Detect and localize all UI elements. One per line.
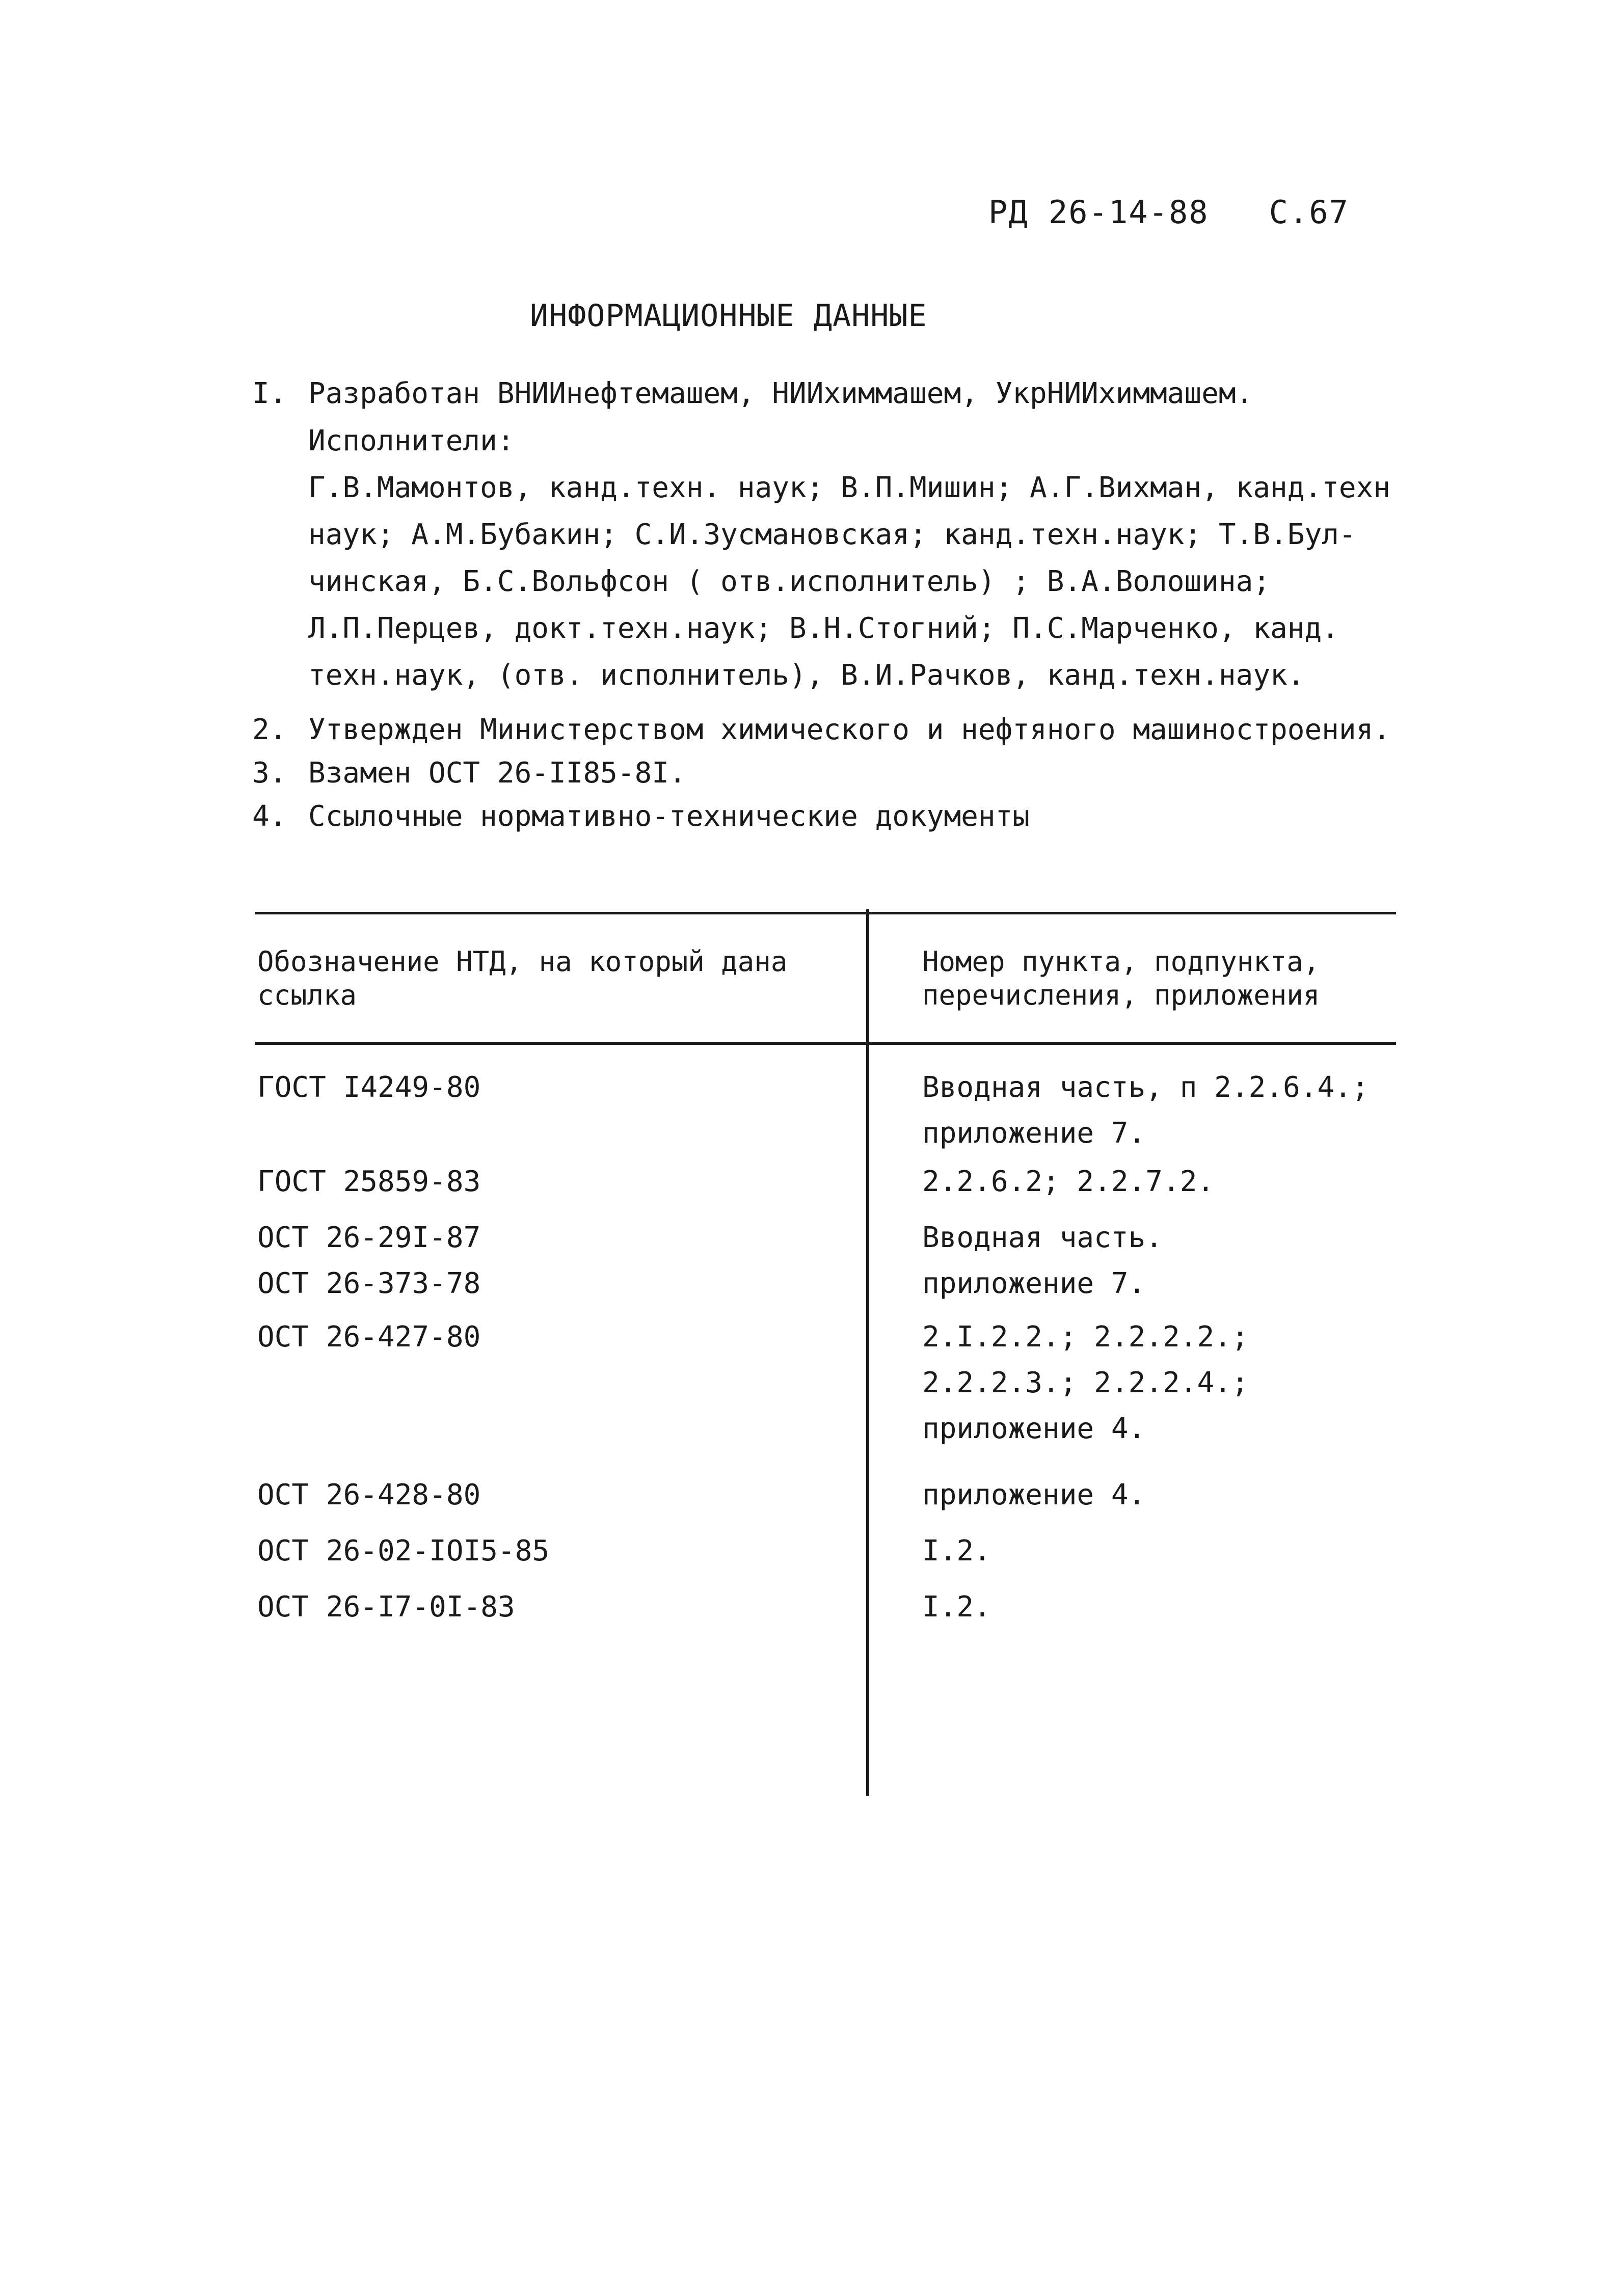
- performers-line: наук; А.М.Бубакин; С.И.Зусмановская; канд.техн.наук; Т.В.Бул-: [308, 518, 1356, 551]
- table-row-designation: [257, 1215, 843, 1307]
- table-row-designation: [257, 1472, 843, 1518]
- item-text: Утвержден Министерством химического и нефтяного машиностроения.: [308, 713, 1391, 746]
- clause-text: Вводная часть.: [922, 1221, 1163, 1254]
- performers-line: Г.В.Мамонтов, канд.техн. наук; В.П.Мишин; А.Г.Вихман, канд.техн: [308, 471, 1391, 504]
- item-number: I.: [252, 377, 287, 410]
- table-header-designation: Обозначение НТД, на который дана ссылка: [257, 946, 788, 1011]
- designation-text: ГОСТ 25859-83: [257, 1165, 481, 1198]
- document-title: ИНФОРМАЦИОННЫЕ ДАННЫЕ: [530, 298, 927, 334]
- item-text: Ссылочные нормативно-технические документы: [308, 800, 1030, 833]
- table-row-clause: [922, 1159, 1391, 1205]
- page-header: [988, 194, 1349, 231]
- clause-text: приложение 4.: [922, 1478, 1146, 1511]
- clause-text: I.2.: [922, 1590, 991, 1624]
- table-row-designation: [257, 1314, 843, 1360]
- table-row-designation: [257, 1159, 843, 1205]
- page-number: С.67: [1269, 194, 1349, 231]
- designation-text: ОСТ 26-02-IOI5-85: [257, 1534, 550, 1568]
- clause-text: Вводная часть, п 2.2.6.4.;: [922, 1071, 1369, 1104]
- document-code: РД 26-14-88: [988, 194, 1209, 231]
- performers-block: [308, 418, 1500, 699]
- table-row-clause: [922, 1528, 1391, 1574]
- clause-text: 2.2.2.3.; 2.2.2.4.;: [922, 1366, 1249, 1399]
- table-row-clause: [922, 1314, 1391, 1452]
- performers-line: чинская, Б.С.Вольфсон ( отв.исполнитель) ; В.А.Волошина;: [308, 565, 1271, 598]
- table-row-designation: [257, 1065, 843, 1111]
- designation-text: ОСТ 26-373-78: [257, 1267, 481, 1300]
- table-row-designation: [257, 1584, 843, 1630]
- table-column-divider: [866, 909, 869, 1796]
- designation-text: ОСТ 26-428-80: [257, 1478, 481, 1511]
- clause-text: приложение 4.: [922, 1412, 1146, 1445]
- table-row-clause: [922, 1215, 1391, 1307]
- table-header-clause-number: Номер пункта, подпункта, перечисления, приложения: [922, 946, 1320, 1011]
- item-text: Разработан ВНИИнефтемашем, НИИхиммашем, УкрНИИхиммашем.: [308, 377, 1253, 410]
- table-row-clause: [922, 1472, 1391, 1518]
- table-row-clause: [922, 1584, 1391, 1630]
- clause-text: I.2.: [922, 1534, 991, 1568]
- performers-line: Л.П.Перцев, докт.техн.наук; В.Н.Стогний; П.С.Марченко, канд.: [308, 612, 1339, 645]
- performers-line: техн.наук, (отв. исполнитель), В.И.Рачков, канд.техн.наук.: [308, 659, 1305, 692]
- item-number: 4.: [252, 800, 287, 833]
- clause-text: 2.2.6.2; 2.2.7.2.: [922, 1165, 1215, 1198]
- table-header-rule: [255, 1042, 1396, 1045]
- item-number: 2.: [252, 713, 287, 746]
- designation-text: ОСТ 26-427-80: [257, 1320, 481, 1354]
- clause-text: приложение 7.: [922, 1267, 1146, 1300]
- item-text: Взамен ОСТ 26-II85-8I.: [308, 757, 686, 790]
- clause-text: 2.I.2.2.; 2.2.2.2.;: [922, 1320, 1249, 1354]
- designation-text: ОСТ 26-29I-87: [257, 1221, 481, 1254]
- table-row-designation: [257, 1528, 843, 1574]
- table-top-rule: [255, 912, 1396, 914]
- table-row-clause: [922, 1065, 1391, 1156]
- item-number: 3.: [252, 757, 287, 790]
- performers-label: Исполнители:: [308, 424, 515, 457]
- designation-text: ОСТ 26-I7-0I-83: [257, 1590, 515, 1624]
- designation-text: ГОСТ I4249-80: [257, 1071, 481, 1104]
- clause-text: приложение 7.: [922, 1117, 1146, 1150]
